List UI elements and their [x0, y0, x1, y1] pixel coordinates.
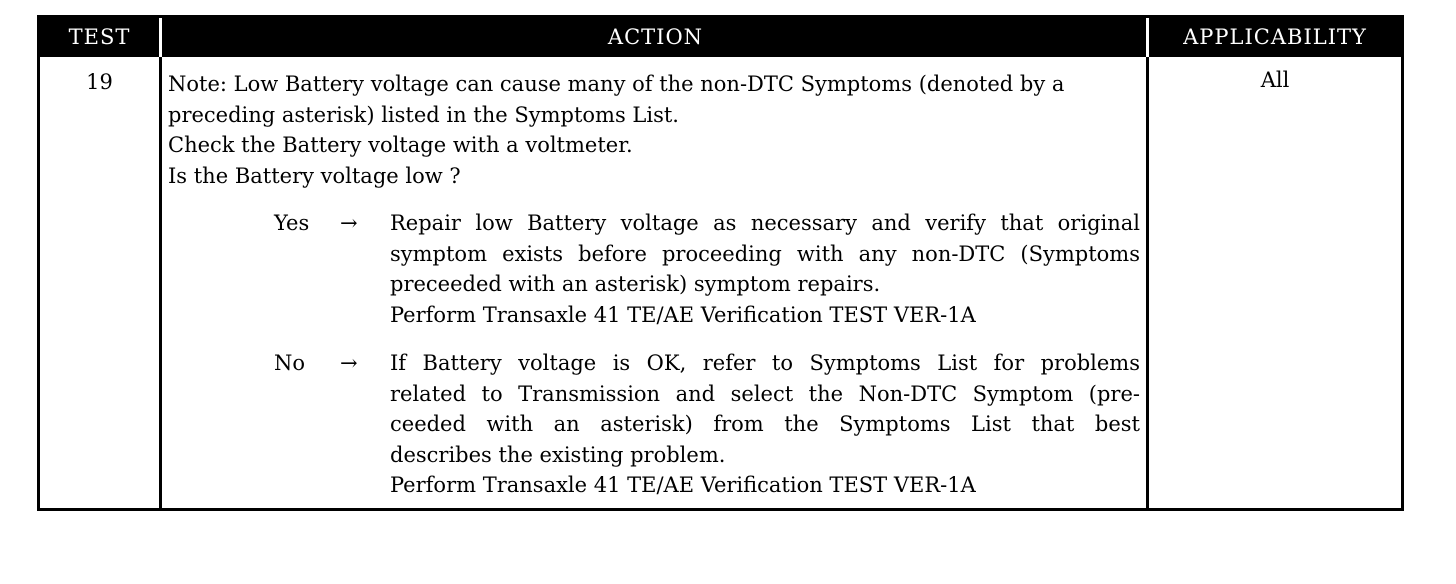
yes-line: preceeded with an asterisk) symptom repairs.: [390, 272, 881, 296]
no-line: related to Transmission and select the Non-DTC Symptom (pre-: [390, 381, 1140, 406]
header-test: TEST: [68, 25, 131, 49]
no-line: describes the existing problem.: [390, 442, 726, 467]
yes-line: Repair low Battery voltage as necessary and verify that original: [390, 211, 1140, 235]
diagnostic-test-table: [37, 15, 1404, 511]
note-line: Is the Battery voltage low ?: [168, 163, 461, 188]
yes-label: Yes: [274, 211, 310, 235]
right-arrow-icon: →: [340, 351, 358, 375]
right-arrow-icon: →: [340, 211, 358, 235]
header-applicability: APPLICABILITY: [1183, 25, 1367, 49]
applicability-value: All: [1260, 68, 1290, 92]
note-line: Note: Low Battery voltage can cause many of the non-DTC Symptoms (denoted by a: [168, 72, 1065, 96]
test-number: 19: [86, 70, 113, 94]
column-divider: [159, 57, 162, 508]
column-divider: [1146, 57, 1149, 508]
note-line: Check the Battery voltage with a voltmeter.: [168, 133, 633, 157]
no-action-text: [390, 348, 1140, 501]
note-line: preceding asterisk) listed in the Symptoms List.: [168, 102, 679, 127]
yes-line: Perform Transaxle 41 TE/AE Verification TEST VER-1A: [390, 302, 976, 327]
no-line: ceeded with an asterisk) from the Symptoms List that best: [390, 412, 1140, 436]
no-label: No: [274, 351, 306, 375]
table-header: [40, 18, 1401, 57]
header-action: ACTION: [607, 25, 704, 49]
no-line: If Battery voltage is OK, refer to Symptoms List for problems: [390, 351, 1140, 375]
action-note: [168, 69, 1140, 191]
no-line: Perform Transaxle 41 TE/AE Verification TEST VER-1A: [390, 473, 976, 497]
yes-action-text: [390, 208, 1140, 330]
yes-line: symptom exists before proceeding with any non-DTC (Symptoms: [390, 241, 1140, 266]
